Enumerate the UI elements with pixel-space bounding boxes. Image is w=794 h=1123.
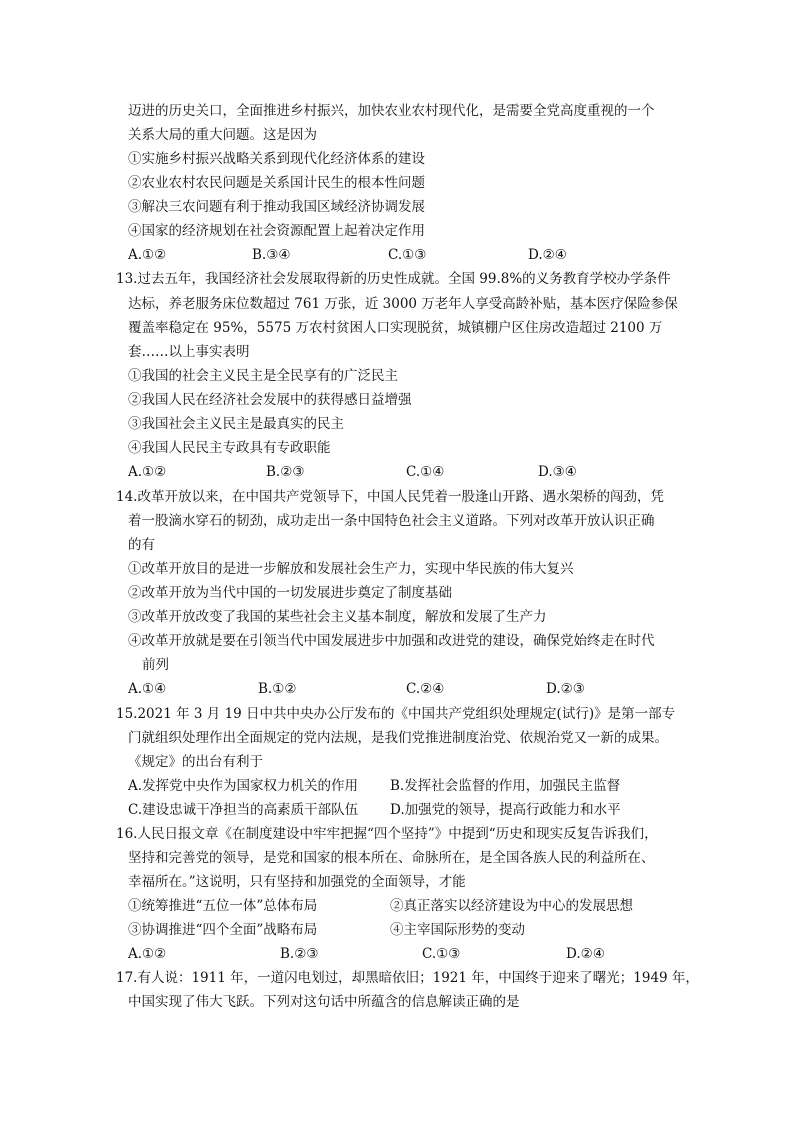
q17-stem-line-1: 17.有人说：1911 年，一道闪电划过，却黑暗依旧；1921 年，中国终于迎来了曙光；1949 年， — [116, 970, 699, 986]
q14-stem-line-3: 的有 — [128, 537, 155, 553]
q14-stem-line-2: 着一股滴水穿石的韧劲，成功走出一条中国特色社会主义道路。下列对改革开放认识正确 — [128, 513, 655, 529]
q14-option-a: A.①④ — [128, 681, 167, 697]
q13-item-3: ③我国社会主义民主是最真实的民主 — [128, 416, 344, 432]
q14-option-b: B.①② — [258, 681, 297, 697]
q16-stem-line-1: 16.人民日报文章《在制度建设中牢牢把握“四个坚持”》中提到“历史和现实反复告诉我们， — [116, 826, 658, 842]
q16-item-3: ③协调推进“四个全面”战略布局 — [128, 922, 318, 938]
q14-item-4: ④改革开放就是要在引领当代中国发展进步中加强和改进党的建设，确保党始终走在时代 — [128, 633, 655, 649]
q16-item-1: ①统筹推进“五位一体”总体布局 — [128, 898, 318, 914]
q16-stem-line-2: 坚持和完善党的领导，是党和国家的根本所在、命脉所在，是全国各族人民的利益所在、 — [128, 850, 655, 866]
q12-option-a: A.①② — [128, 247, 167, 263]
q12-option-d: D.②④ — [528, 247, 567, 263]
q13-item-1: ①我国的社会主义民主是全民享有的广泛民主 — [128, 368, 398, 384]
q12-stem-line-2: 关系大局的重大问题。这是因为 — [128, 127, 317, 143]
q12-item-4: ④国家的经济规划在社会资源配置上起着决定作用 — [128, 223, 425, 239]
q12-item-1: ①实施乡村振兴战略关系到现代化经济体系的建设 — [128, 151, 425, 167]
q13-stem-line-4: 套……以上事实表明 — [128, 344, 250, 360]
q13-item-2: ②我国人民在经济社会发展中的获得感日益增强 — [128, 392, 412, 408]
q16-stem-line-3: 幸福所在。”这说明，只有坚持和加强党的全面领导，才能 — [128, 874, 466, 890]
q15-option-d: D.加强党的领导，提高行政能力和水平 — [390, 802, 621, 818]
q14-stem-line-1: 14.改革开放以来，在中国共产党领导下，中国人民凭着一股逢山开路、遇水架桥的闯劲，凭 — [116, 489, 664, 505]
q13-option-b: B.②③ — [266, 464, 305, 480]
q13-item-4: ④我国人民民主专政具有专政职能 — [128, 440, 331, 456]
q12-stem-line-1: 迈进的历史关口，全面推进乡村振兴，加快农业农村现代化，是需要全党高度重视的一个 — [128, 103, 655, 119]
q15-option-b: B.发挥社会监督的作用，加强民主监督 — [390, 778, 621, 794]
q16-option-a: A.①② — [128, 946, 167, 962]
q17-stem-line-2: 中国实现了伟大飞跃。下列对这句话中所蕴含的信息解读正确的是 — [128, 994, 520, 1010]
q15-stem-line-2: 门就组织处理作出全面规定的党内法规，是我们党推进制度治党、依规治党又一新的成果。 — [128, 730, 668, 746]
q16-option-c: C.①③ — [422, 946, 461, 962]
q16-option-d: D.②④ — [566, 946, 605, 962]
q13-option-d: D.③④ — [538, 464, 577, 480]
q14-item-2: ②改革开放为当代中国的一切发展进步奠定了制度基础 — [128, 585, 452, 601]
q16-item-4: ④主宰国际形势的变动 — [390, 922, 525, 938]
q15-stem-line-1: 15.2021 年 3 月 19 日中共中央办公厅发布的《中国共产党组织处理规定(试行)》是第一部专 — [116, 706, 676, 722]
q15-stem-line-3: 《规定》的出台有利于 — [128, 754, 263, 770]
q13-stem-line-2: 达标，养老服务床位数超过 761 万张，近 3000 万老年人享受高龄补贴，基本医疗保险参保 — [128, 296, 678, 312]
q14-item-1: ①改革开放目的是进一步解放和发展社会生产力，实现中华民族的伟大复兴 — [128, 561, 574, 577]
q12-item-3: ③解决三农问题有利于推动我国区域经济协调发展 — [128, 199, 425, 215]
q14-option-d: D.②③ — [546, 681, 585, 697]
q15-option-c: C.建设忠诚干净担当的高素质干部队伍 — [128, 802, 359, 818]
q13-stem-line-1: 13.过去五年，我国经济社会发展取得新的历史性成就。全国 99.8%的义务教育学校办学条件 — [116, 271, 671, 287]
q16-item-2: ②真正落实以经济建设为中心的发展思想 — [390, 898, 633, 914]
q13-option-c: C.①④ — [406, 464, 445, 480]
q12-item-2: ②农业农村农民问题是关系国计民生的根本性问题 — [128, 175, 425, 191]
q13-stem-line-3: 覆盖率稳定在 95%，5575 万农村贫困人口实现脱贫，城镇棚户区住房改造超过 2100 万 — [128, 320, 663, 336]
q14-item-4-continued: 前列 — [142, 657, 169, 673]
q15-option-a: A.发挥党中央作为国家权力机关的作用 — [128, 778, 359, 794]
q16-option-b: B.②③ — [280, 946, 319, 962]
q14-item-3: ③改革开放改变了我国的某些社会主义基本制度，解放和发展了生产力 — [128, 609, 547, 625]
q12-option-b: B.③④ — [252, 247, 291, 263]
q12-option-c: C.①③ — [388, 247, 427, 263]
q13-option-a: A.①② — [128, 464, 167, 480]
q14-option-c: C.②④ — [406, 681, 445, 697]
